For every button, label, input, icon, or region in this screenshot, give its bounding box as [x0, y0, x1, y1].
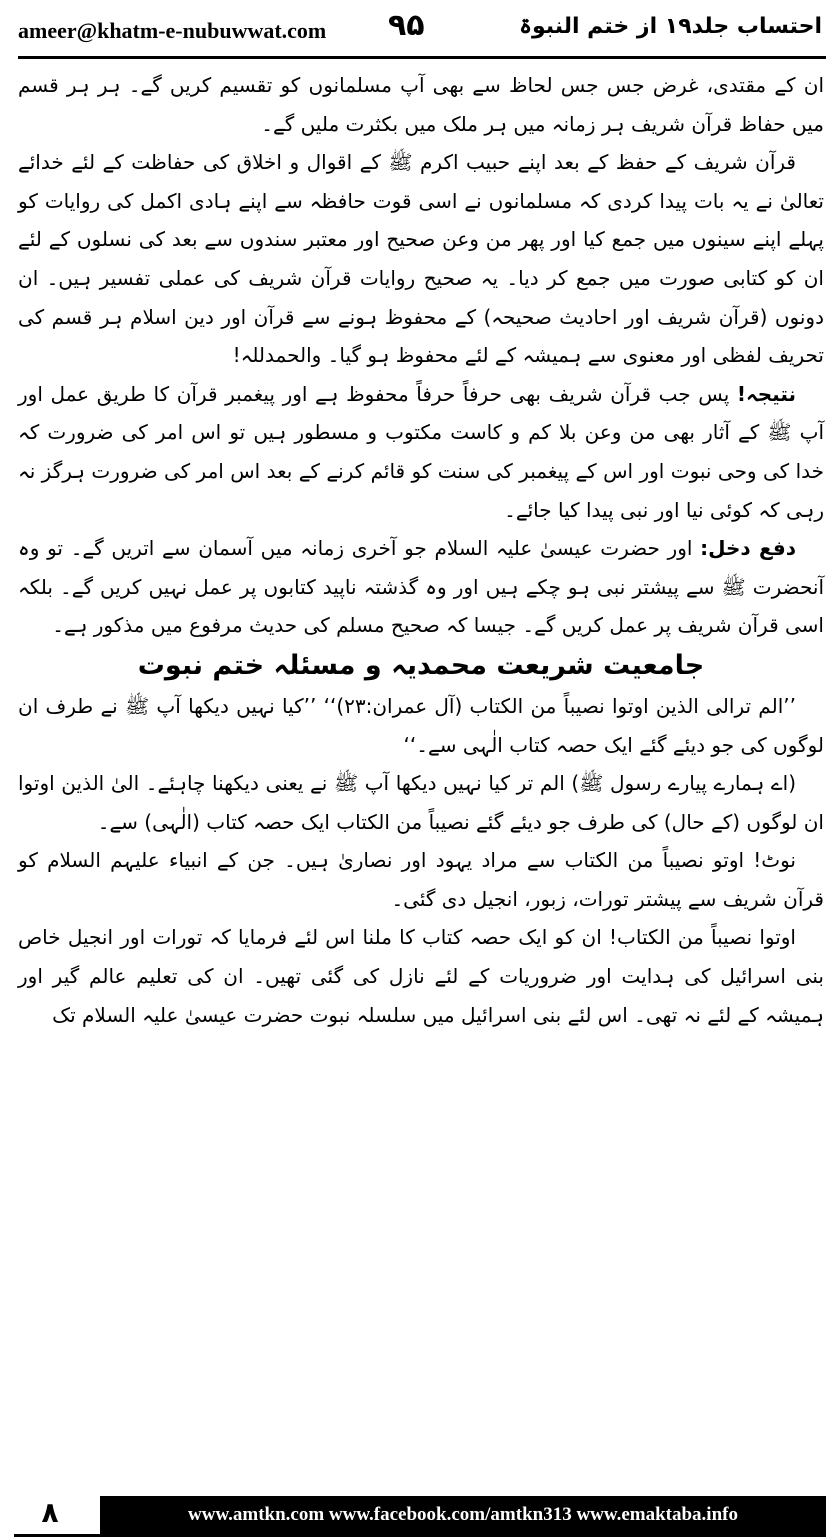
objection-label: دفع دخل: [700, 536, 797, 561]
footer-rule [14, 1534, 826, 1537]
result-label: نتیجہ! [736, 381, 796, 406]
page-header [0, 0, 840, 56]
footer-page-number: ۸ [14, 1494, 86, 1534]
header-page-number: ۹۵ [388, 8, 425, 43]
page-footer [0, 1494, 840, 1540]
paragraph-2: قرآن شریف کے حفظ کے بعد اپنے حبیب اکرم ﷺ کے اقوال و اخلاق کی حفاظت کے لئے خدائے تعالیٰ نے یہ بات پیدا کردی کہ مسلمانوں نے اسی قوت حافظہ سے اپنے ہادی اکمل کی روایات کو پہلے اپنے سینوں میں جمع کیا اور پھر من وعن صحیح اور معتبر سندوں سے بعد کی نسلوں کے لئے ان کو کتابی صورت میں جمع کر دیا۔ یہ صحیح روایات قرآن شریف کی عملی تفسیر ہیں۔ ان دونوں (قرآن شریف اور احادیث صحیحہ) کے محفوظ ہونے سے قرآن اور دین اسلام ہر قسم کی تحریف لفظی اور معنوی سے ہمیشہ کے لئے محفوظ ہو گیا۔ والحمدللہ! [18, 150, 824, 368]
paragraph-1: ان کے مقتدی، غرض جس جس لحاظ سے بھی آپ مسلمانوں کو تقسیم کریں گے۔ ہر ہر قسم میں حفاظ قرآن شریف ہر زمانہ میں ہر ملک میں بکثرت ملیں گے۔ [18, 73, 824, 136]
paragraph-7: نوٹ! اوتو نصیباً من الکتاب سے مراد یہود اور نصاریٰ ہیں۔ جن کے انبیاء علیہم السلام کو قرآن شریف سے پیشتر تورات، زبور، انجیل دی گئی۔ [18, 848, 824, 911]
paragraph-3 [18, 375, 824, 529]
paragraph-3-text: پس جب قرآن شریف بھی حرفاً حرفاً محفوظ ہے اور پیغمبر قرآن کا طریق عمل اور آپ ﷺ کے آثار بھی من وعن بلا کم و کاست مکتوب و مسطور ہیں تو اس امر کی ضرورت کہ خدا کی وحی نبوت اور اس کے پیغمبر کی سنت کو قائم کرنے کے بعد اس امر کی ضرورت ہرگز نہ رہی کہ کوئی نیا اور نبی پیدا کیا جائے۔ [18, 381, 824, 522]
paragraph-6: (اے ہمارے پیارے رسول ﷺ) الم تر کیا نہیں دیکھا آپ ﷺ نے یعنی دیکھنا چاہئے۔ الیٰ الذین اوتوا ان لوگوں (کے حال) کی طرف جو دیئے گئے نصیباً من الکتاب ایک حصہ کتاب (الٰہی) سے۔ [18, 771, 824, 834]
paragraph-4-text: اور حضرت عیسیٰ علیہ السلام جو آخری زمانہ میں آسمان سے اتریں گے۔ تو وہ آنحضرت ﷺ سے پیشتر نبی ہو چکے ہیں اور وہ گذشتہ ناپید کتابوں پر عمل نہیں کریں گے۔ بلکہ اسی قرآن شریف پر عمل کریں گے۔ جیسا کہ صحیح مسلم کی حدیث مرفوع میں مذکور ہے۔ [18, 536, 824, 638]
paragraph-4 [18, 529, 824, 645]
header-email: ameer@khatm-e-nubuwwat.com [18, 18, 327, 43]
paragraph-5: ’’الم ترالی الذین اوتوا نصیباً من الکتاب (آل عمران:۲۳)‘‘ ’’کیا نہیں دیکھا آپ ﷺ نے طرف ان لوگوں کی جو دیئے گئے ایک حصہ کتاب الٰہی سے۔‘‘ [18, 693, 824, 757]
paragraph-8: اوتوا نصیباً من الکتاب! ان کو ایک حصہ کتاب کا ملنا اس لئے فرمایا کہ تورات اور انجیل خاص بنی اسرائیل کی ہدایت اور ضروریات کے لئے نازل کی گئی تھیں۔ ان کی تعلیم عالم گیر اور ہمیشہ کے لئے نہ تھی۔ اس لئے بنی اسرائیل میں سلسلہ نبوت حضرت عیسیٰ علیہ السلام تک [18, 925, 824, 1027]
header-book-title: احتساب جلد۱۹ از ختم النبوۃ [519, 14, 822, 39]
header-rule [18, 56, 826, 59]
section-heading: جامعیت شریعت محمدیہ و مسئلہ ختم نبوت [137, 649, 705, 681]
footer-links: www.amtkn.com www.facebook.com/amtkn313 www.emaktaba.info [100, 1496, 826, 1534]
page-body [18, 66, 824, 1034]
